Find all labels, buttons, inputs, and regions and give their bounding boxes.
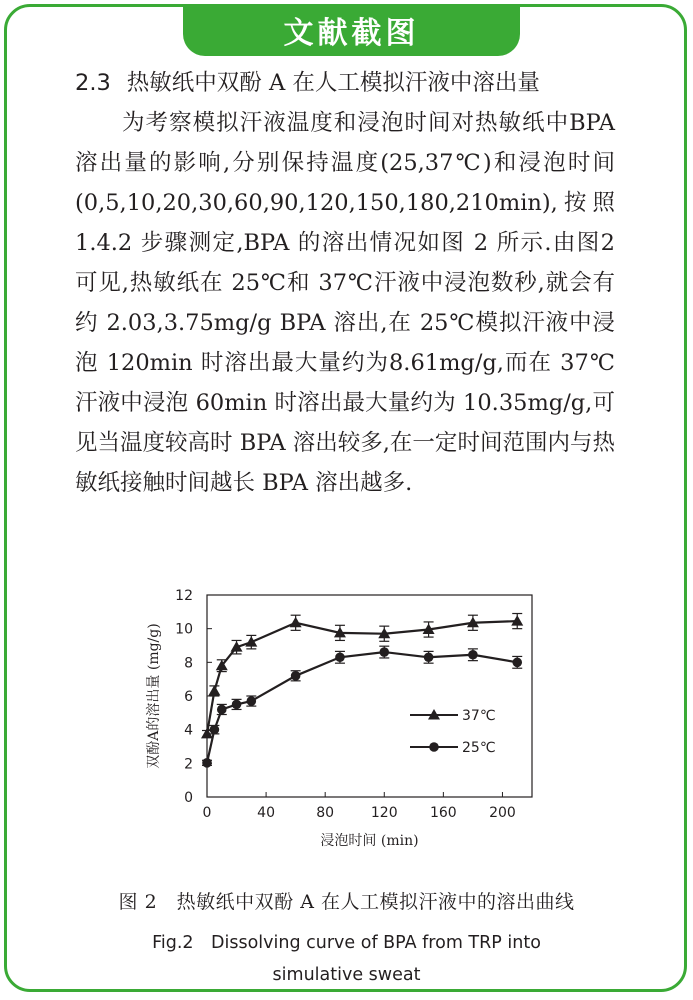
x-tick-label: 160 xyxy=(429,805,457,821)
header-tab xyxy=(183,4,520,56)
article-body xyxy=(75,63,615,503)
data-point xyxy=(217,705,227,715)
figure-chart xyxy=(140,575,560,875)
y-axis-title: 双酚A的溶出量 (mg/g) xyxy=(146,623,162,769)
data-point xyxy=(424,652,434,662)
data-point xyxy=(208,685,220,696)
figure-caption-en xyxy=(0,927,693,991)
body-paragraph: 为考察模拟汗液温度和浸泡时间对热敏纸中BPA 溶出量的影响,分别保持温度(25,37℃)和浸泡时间(0,5,10,20,30,60,90,120,150,180,210min),按照 1.4.2 步骤测定,BPA 的溶出情况如图 2 所示.由图2 可见,热敏纸在 25℃和 37℃汗液中浸泡数秒,就会有约 2.03,3.75mg/g BPA 溶出,在 25℃模拟汗液中浸泡 120min 时溶出最大量约为8.61mg/g,而在 37℃汗液中浸泡 60min 时溶出最大量约为 10.35mg/g,可见当温度较高时 BPA 溶出较多,在一定时间范围内与热敏纸接触时间越长 BPA 溶出越多. xyxy=(75,110,615,496)
section-heading xyxy=(75,63,615,103)
section-number: 2.3 xyxy=(75,70,111,96)
legend-label: 25℃ xyxy=(462,740,496,756)
y-tick-label: 6 xyxy=(184,689,193,705)
x-tick-label: 80 xyxy=(316,805,335,821)
y-tick-label: 2 xyxy=(184,756,193,773)
header-title: 文献截图 xyxy=(283,16,420,51)
x-tick-label: 200 xyxy=(489,805,516,821)
data-point xyxy=(210,725,220,735)
y-tick-label: 12 xyxy=(175,588,193,604)
y-tick-label: 8 xyxy=(184,655,193,672)
data-point xyxy=(290,617,302,628)
section-title: 热敏纸中双酚 A 在人工模拟汗液中溶出量 xyxy=(126,70,540,96)
x-tick-label: 40 xyxy=(257,805,276,821)
y-tick-label: 10 xyxy=(175,621,193,638)
y-tick-label: 4 xyxy=(184,722,193,739)
data-point xyxy=(468,650,478,660)
data-point xyxy=(232,700,242,710)
y-tick-label: 0 xyxy=(184,790,193,806)
x-tick-label: 0 xyxy=(202,805,212,821)
data-point xyxy=(291,671,301,681)
data-point xyxy=(379,647,389,657)
chart-svg xyxy=(140,575,560,875)
data-point xyxy=(512,658,522,668)
x-axis-title: 浸泡时间 (min) xyxy=(320,833,419,849)
figure-caption-cn: 图 2 热敏纸中双酚 A 在人工模拟汗液中的溶出曲线 xyxy=(118,891,575,913)
figure-caption-en-line1: Fig.2 Dissolving curve of BPA from TRP into xyxy=(152,933,541,953)
figure-caption-en-line2: simulative sweat xyxy=(272,965,421,985)
x-tick-label: 120 xyxy=(370,805,398,821)
legend-label: 37℃ xyxy=(462,708,496,724)
legend-marker xyxy=(429,742,439,752)
data-point xyxy=(247,696,257,706)
data-point xyxy=(202,758,212,768)
data-point xyxy=(335,652,345,662)
